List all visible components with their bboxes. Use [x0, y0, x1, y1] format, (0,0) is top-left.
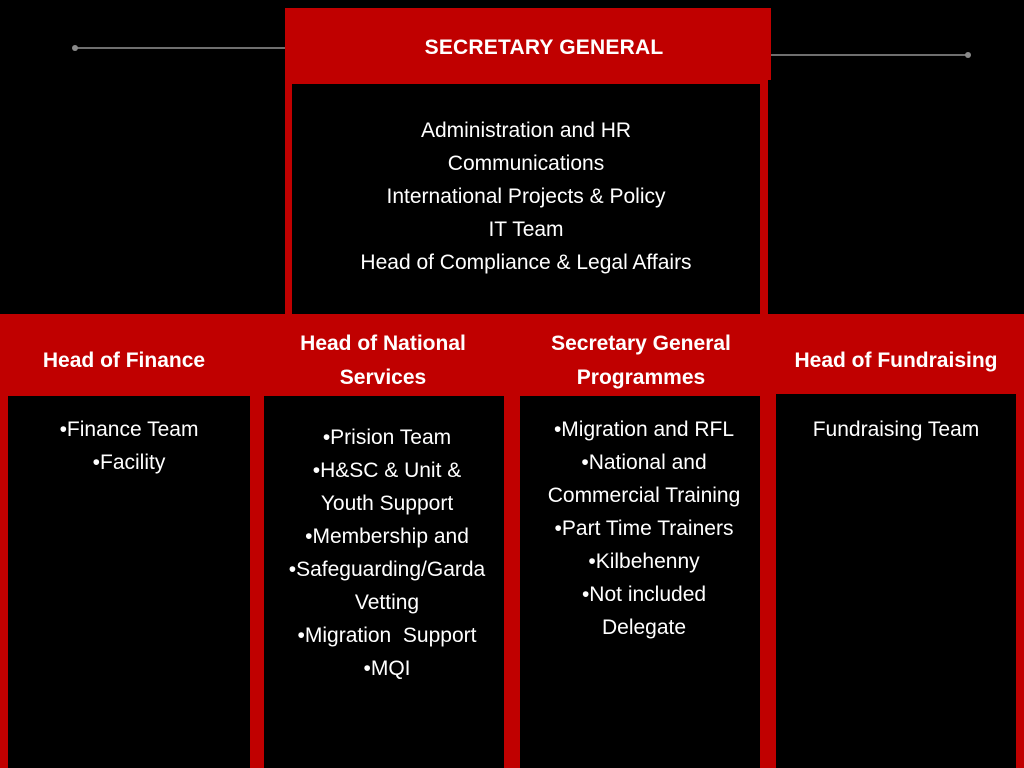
sg-programmes-item: Delegate — [601, 616, 687, 639]
national-services-item: •Prision Team — [322, 426, 452, 449]
national-services-item: •Migration Support — [297, 624, 477, 647]
secretary-general-title: SECRETARY GENERAL — [424, 36, 664, 59]
sg-programmes-item: •Migration and RFL — [553, 418, 735, 441]
secretary-general-programmes-title: Secretary General Programmes — [551, 332, 731, 389]
sg-programmes-item: •Kilbehenny — [588, 550, 700, 573]
sg-item: Head of Compliance & Legal Affairs — [360, 251, 692, 274]
sg-programmes-item: •Not included — [581, 583, 707, 606]
sg-item: International Projects & Policy — [386, 185, 666, 208]
fundraising-panel — [776, 394, 1016, 768]
secretary-general-panel — [292, 84, 760, 315]
sg-programmes-item: •National and — [581, 451, 707, 474]
fundraising-item: Fundraising Team — [812, 418, 980, 441]
national-services-panel — [264, 396, 504, 768]
finance-item: •Facility — [92, 451, 166, 474]
connector-dot-right — [965, 52, 971, 58]
sg-programmes-panel — [520, 396, 760, 768]
connector-dot-left — [72, 45, 78, 51]
sg-item: IT Team — [488, 218, 564, 241]
sg-item: Administration and HR — [420, 119, 632, 142]
sg-programmes-item: Commercial Training — [547, 484, 741, 507]
national-services-item: •H&SC & Unit & — [312, 459, 462, 482]
connector-line-left — [75, 47, 287, 49]
finance-item: •Finance Team — [59, 418, 199, 441]
national-services-item: •Membership and — [305, 525, 469, 548]
sg-item: Communications — [447, 152, 605, 175]
national-services-item: •MQI — [363, 657, 411, 680]
national-services-item: Vetting — [354, 591, 420, 614]
head-of-national-services-title: Head of National Services — [300, 332, 466, 389]
head-of-fundraising-title: Head of Fundraising — [794, 349, 998, 372]
national-services-item: Youth Support — [320, 492, 454, 515]
head-of-finance-title: Head of Finance — [42, 349, 206, 372]
finance-panel — [8, 396, 250, 768]
sg-programmes-item: •Part Time Trainers — [554, 517, 734, 540]
national-services-item: •Safeguarding/Garda — [288, 558, 486, 581]
